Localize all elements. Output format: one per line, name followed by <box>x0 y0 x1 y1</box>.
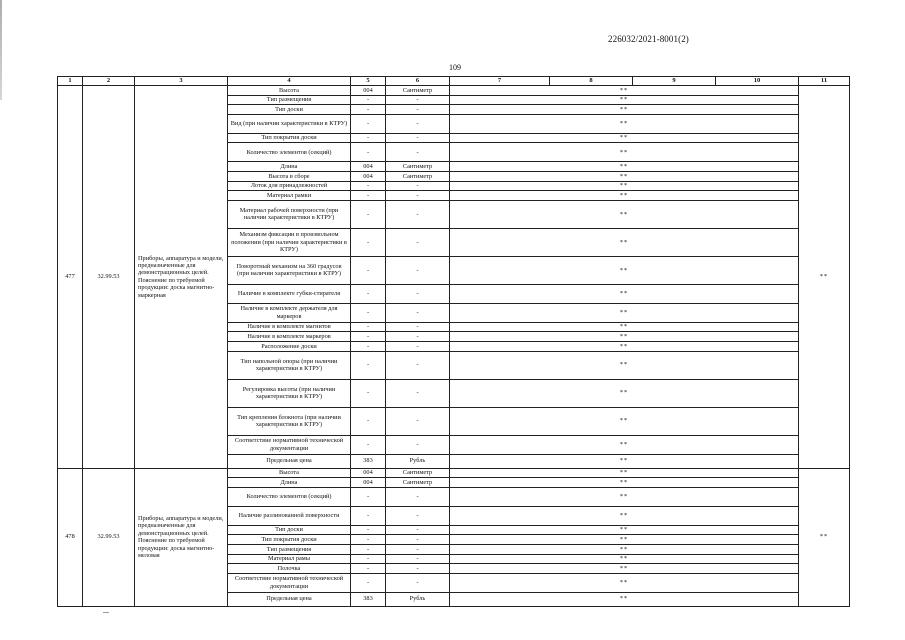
okpd-code: 32.99.53 <box>83 86 135 469</box>
unit-code: - <box>351 284 386 303</box>
characteristic-value: ** <box>450 592 799 606</box>
entry-number: 477 <box>58 86 83 469</box>
column-number: 3 <box>135 77 228 86</box>
column-number: 5 <box>351 77 386 86</box>
unit-code: - <box>351 554 386 564</box>
unit-code: - <box>351 506 386 525</box>
unit-code: 004 <box>351 162 386 172</box>
characteristic-name: Соответствие нормативной технической документации <box>228 573 351 592</box>
unit-code: 383 <box>351 454 386 468</box>
characteristic-value: ** <box>450 341 799 351</box>
characteristic-name: Вид (при наличии характеристики в КТРУ) <box>228 114 351 133</box>
unit-name: - <box>386 105 450 115</box>
characteristic-name: Высота <box>228 468 351 478</box>
characteristic-value: ** <box>450 525 799 535</box>
unit-name: - <box>386 114 450 133</box>
column-11-mark: ** <box>799 468 850 606</box>
characteristic-name: Материал рабочей поверхности (при наличии характеристики в КТРУ) <box>228 200 351 228</box>
characteristic-value: ** <box>450 181 799 191</box>
characteristic-value: ** <box>450 573 799 592</box>
characteristic-name: Наличие разлинованной поверхности <box>228 506 351 525</box>
unit-name: Сантиметр <box>386 468 450 478</box>
unit-code: - <box>351 322 386 332</box>
characteristic-name: Длина <box>228 162 351 172</box>
characteristic-name: Регулировка высоты (при наличии характеристики в КТРУ) <box>228 379 351 407</box>
unit-code: - <box>351 143 386 162</box>
column-number: 10 <box>716 77 799 86</box>
characteristic-name: Поворотный механизм на 360 градусов (при наличии характеристики в КТРУ) <box>228 256 351 284</box>
scan-edge-mark <box>0 0 2 100</box>
okpd-code: 32.99.53 <box>83 468 135 606</box>
column-number-row <box>58 77 850 86</box>
unit-name: - <box>386 284 450 303</box>
characteristic-name: Наличие в комплекте магнитов <box>228 322 351 332</box>
unit-code: 004 <box>351 468 386 478</box>
characteristic-value: ** <box>450 535 799 545</box>
unit-code: - <box>351 525 386 535</box>
unit-code: - <box>351 133 386 143</box>
characteristic-name: Тип покрытия доски <box>228 133 351 143</box>
characteristic-value: ** <box>450 332 799 342</box>
unit-code: - <box>351 256 386 284</box>
unit-code: - <box>351 573 386 592</box>
unit-code: 004 <box>351 86 386 96</box>
characteristic-value: ** <box>450 284 799 303</box>
characteristic-name: Количество элементов (секций) <box>228 487 351 506</box>
unit-code: - <box>351 407 386 435</box>
unit-name: - <box>386 191 450 201</box>
characteristic-name: Предельная цена <box>228 592 351 606</box>
entry-number: 478 <box>58 468 83 606</box>
column-number: 1 <box>58 77 83 86</box>
characteristic-value: ** <box>450 114 799 133</box>
unit-name: - <box>386 303 450 322</box>
characteristic-value: ** <box>450 544 799 554</box>
characteristic-name: Материал рамки <box>228 191 351 201</box>
unit-code: - <box>351 544 386 554</box>
scan-speck <box>103 612 109 613</box>
specification-table <box>57 76 850 607</box>
unit-name: - <box>386 525 450 535</box>
unit-name: - <box>386 322 450 332</box>
unit-code: - <box>351 379 386 407</box>
product-name: Приборы, аппаратура и модели, предназначенные для демонстрационных целей. Пояснение по требуемой продукции: доска магнитно-маркерная <box>135 86 228 469</box>
characteristic-value: ** <box>450 506 799 525</box>
characteristic-name: Длина <box>228 478 351 488</box>
column-number: 4 <box>228 77 351 86</box>
unit-name: Сантиметр <box>386 171 450 181</box>
characteristic-value: ** <box>450 554 799 564</box>
characteristic-name: Тип крепления блокнота (при наличии характеристики в КТРУ) <box>228 407 351 435</box>
unit-code: - <box>351 351 386 379</box>
characteristic-value: ** <box>450 351 799 379</box>
characteristic-name: Тип размещения <box>228 95 351 105</box>
characteristic-name: Тип покрытия доски <box>228 535 351 545</box>
unit-code: - <box>351 114 386 133</box>
unit-name: - <box>386 341 450 351</box>
characteristic-name: Тип напольной опоры (при наличии характеристики в КТРУ) <box>228 351 351 379</box>
characteristic-value: ** <box>450 162 799 172</box>
unit-code: - <box>351 332 386 342</box>
characteristic-value: ** <box>450 564 799 574</box>
unit-code: - <box>351 200 386 228</box>
characteristic-name: Лоток для принадлежностей <box>228 181 351 191</box>
characteristic-value: ** <box>450 322 799 332</box>
unit-name: - <box>386 544 450 554</box>
unit-code: - <box>351 181 386 191</box>
unit-name: - <box>386 332 450 342</box>
unit-code: - <box>351 95 386 105</box>
characteristic-name: Количество элементов (секций) <box>228 143 351 162</box>
unit-code: 004 <box>351 171 386 181</box>
unit-code: - <box>351 535 386 545</box>
characteristic-value: ** <box>450 487 799 506</box>
unit-code: 004 <box>351 478 386 488</box>
characteristic-name: Соответствие нормативной технической документации <box>228 435 351 454</box>
characteristic-value: ** <box>450 171 799 181</box>
characteristic-value: ** <box>450 95 799 105</box>
unit-code: - <box>351 487 386 506</box>
column-number: 6 <box>386 77 450 86</box>
unit-name: Сантиметр <box>386 162 450 172</box>
characteristic-value: ** <box>450 133 799 143</box>
unit-name: - <box>386 256 450 284</box>
column-11-mark: ** <box>799 86 850 469</box>
unit-name: - <box>386 351 450 379</box>
characteristic-name: Наличие в комплекте маркеров <box>228 332 351 342</box>
page-number: 109 <box>449 63 461 72</box>
unit-name: - <box>386 564 450 574</box>
characteristic-value: ** <box>450 468 799 478</box>
characteristic-name: Тип размещения <box>228 544 351 554</box>
unit-code: - <box>351 228 386 256</box>
unit-name: - <box>386 379 450 407</box>
characteristic-value: ** <box>450 303 799 322</box>
unit-name: Сантиметр <box>386 478 450 488</box>
unit-code: - <box>351 341 386 351</box>
unit-name: - <box>386 535 450 545</box>
document-number: 226032/2021-8001(2) <box>608 34 689 44</box>
characteristic-value: ** <box>450 86 799 96</box>
characteristic-name: Наличие в комплекте держателя для маркеров <box>228 303 351 322</box>
unit-code: 383 <box>351 592 386 606</box>
unit-code: - <box>351 105 386 115</box>
column-number: 8 <box>550 77 633 86</box>
characteristic-value: ** <box>450 256 799 284</box>
unit-name: - <box>386 573 450 592</box>
characteristic-value: ** <box>450 454 799 468</box>
unit-name: - <box>386 95 450 105</box>
characteristic-value: ** <box>450 435 799 454</box>
characteristic-name: Расположение доски <box>228 341 351 351</box>
unit-code: - <box>351 564 386 574</box>
unit-name: - <box>386 554 450 564</box>
characteristic-name: Полочка <box>228 564 351 574</box>
unit-name: - <box>386 487 450 506</box>
unit-code: - <box>351 191 386 201</box>
unit-name: Рубль <box>386 454 450 468</box>
unit-name: - <box>386 200 450 228</box>
column-number: 9 <box>633 77 716 86</box>
characteristic-value: ** <box>450 407 799 435</box>
unit-name: - <box>386 181 450 191</box>
characteristic-name: Тип доски <box>228 525 351 535</box>
column-number: 7 <box>450 77 550 86</box>
characteristic-value: ** <box>450 143 799 162</box>
unit-code: - <box>351 435 386 454</box>
characteristic-name: Материал рамы <box>228 554 351 564</box>
unit-name: - <box>386 435 450 454</box>
table-row <box>58 86 850 96</box>
characteristic-name: Предельная цена <box>228 454 351 468</box>
characteristic-value: ** <box>450 478 799 488</box>
characteristic-name: Тип доски <box>228 105 351 115</box>
unit-name: - <box>386 506 450 525</box>
unit-name: Сантиметр <box>386 86 450 96</box>
characteristic-value: ** <box>450 105 799 115</box>
characteristic-value: ** <box>450 200 799 228</box>
unit-name: Рубль <box>386 592 450 606</box>
product-name: Приборы, аппаратура и модели, предназначенные для демонстрационных целей. Пояснение по требуемой продукции: доска магнитно-меловая <box>135 468 228 606</box>
unit-name: - <box>386 407 450 435</box>
unit-code: - <box>351 303 386 322</box>
characteristic-name: Наличие в комплекте губки-стирателя <box>228 284 351 303</box>
table-row <box>58 468 850 478</box>
characteristic-value: ** <box>450 191 799 201</box>
column-number: 11 <box>799 77 850 86</box>
characteristic-value: ** <box>450 228 799 256</box>
column-number: 2 <box>83 77 135 86</box>
characteristic-name: Высота в сборе <box>228 171 351 181</box>
characteristic-value: ** <box>450 379 799 407</box>
unit-name: - <box>386 133 450 143</box>
unit-name: - <box>386 228 450 256</box>
unit-name: - <box>386 143 450 162</box>
characteristic-name: Механизм фиксации в произвольном положении (при наличии характеристики в КТРУ) <box>228 228 351 256</box>
characteristic-name: Высота <box>228 86 351 96</box>
